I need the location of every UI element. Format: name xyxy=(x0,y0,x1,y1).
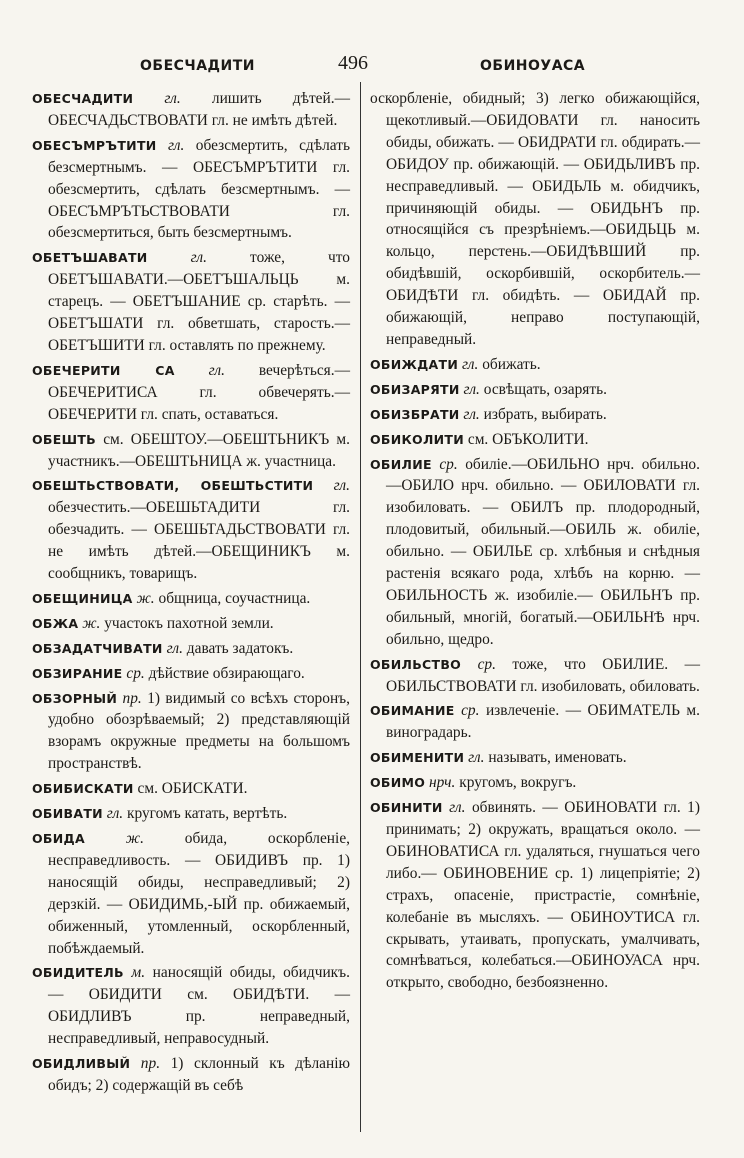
headword: ОБЕСЧАДИТИ xyxy=(32,91,134,106)
running-head xyxy=(30,48,720,78)
definition-text: кругомъ, вокругъ. xyxy=(459,774,577,792)
definition-text: 1) видимый со всѣхъ сторонъ, удобно обозрѣваемый; 2) представляющій взорамъ окружные предметы на большомъ пространствѣ. xyxy=(48,689,350,773)
definition-text: обида, оскорбленіе, несправедливость. — ОБИДИВЪ пр. 1) наносящій обиды, несправедливый; 2) дерзкій. — ОБИДИМЬ,-ЫЙ пр. обижаемый, обиженный, утомленный, оскорбленный, побѣждаемый. xyxy=(48,830,350,957)
grammar-label: м. xyxy=(131,964,146,982)
definition-text: вечерѣться.—ОБЕЧЕРИТИСА гл. обвечерять.— ОБЕЧЕРИТИ гл. спать, оставаться. xyxy=(48,361,350,423)
dictionary-entry xyxy=(32,1053,350,1097)
dictionary-entry xyxy=(32,778,350,800)
running-head-left: ОБЕСЧАДИТИ xyxy=(140,58,256,74)
headword: ОБИЖДАТИ xyxy=(370,356,459,372)
grammar-label: ср. xyxy=(461,702,480,720)
grammar-label: гл. xyxy=(461,355,479,373)
running-head-right: ОБИНОУАСА xyxy=(480,58,586,74)
headword: ОБИЛИЕ xyxy=(370,456,432,472)
headword: ОБИЗАРЯТИ xyxy=(370,381,460,397)
grammar-label: гл. xyxy=(468,749,485,767)
grammar-label: пр. xyxy=(122,689,142,707)
definition-text: кругомъ катать, вертѣть. xyxy=(127,805,288,823)
headword: ОБИЗБРАТИ xyxy=(370,406,460,422)
definition-text: наносящій обиды, обидчикъ. — ОБИДИТИ см. ОБИДѢТИ. — ОБИДЛИВЪ пр. неправедный, несправедливый, неправосудный. xyxy=(48,964,350,1048)
headword: ОБЕТЪШАВАТИ xyxy=(32,250,148,266)
headword: ОБИДИТЕЛЬ xyxy=(32,965,124,981)
dictionary-entry xyxy=(370,454,700,651)
headword: ОБЕЩИНИЦА xyxy=(32,590,133,606)
headword: ОБЗАДАТЧИВАТИ xyxy=(32,640,163,656)
definition-text: дѣйствие обзирающаго. xyxy=(148,664,305,682)
grammar-label: гл. xyxy=(463,405,480,423)
definition-text: называть, именовать. xyxy=(488,749,627,767)
definition-text: тоже, что ОБИЛИЕ. — ОБИЛЬСТВОВАТИ гл. изобиловать, обиловать. xyxy=(386,655,700,695)
dictionary-entry xyxy=(370,404,700,426)
definition-text: давать задатокъ. xyxy=(186,639,294,657)
grammar-label: ср. xyxy=(439,455,458,473)
dictionary-entry xyxy=(370,429,700,451)
definition-text: см. ОБИСКАТИ. xyxy=(137,780,248,798)
dictionary-entry xyxy=(32,588,350,610)
dictionary-entry xyxy=(32,688,350,776)
dictionary-entry xyxy=(32,135,350,245)
definition-text: см. ОБЕШТОУ.—ОБЕШТЬНИКЪ м. участникъ.—ОБЕШТЬНИЦА ж. участница. xyxy=(48,430,350,470)
grammar-label: гл. xyxy=(167,136,185,154)
grammar-label: ж. xyxy=(136,589,155,607)
dictionary-entry xyxy=(370,354,700,376)
definition-text: лишить дѣтей.— ОБЕСЧАДЬСТВОВАТИ гл. не имѣть дѣтей. xyxy=(48,90,350,129)
dictionary-entry xyxy=(32,803,350,825)
dictionary-entry xyxy=(32,613,350,635)
dictionary-entry xyxy=(32,828,350,959)
headword: ОБИБИСКАТИ xyxy=(32,781,134,797)
grammar-label: гл. xyxy=(449,799,466,817)
definition-text: 1) склонный къ дѣланію обидъ; 2) содержащій въ себѣ xyxy=(48,1055,350,1094)
definition-text: тоже, что ОБЕТЪШАВАТИ.—ОБЕТЪШАЛЬЦЬ м. старецъ. — ОБЕТЪШАНИЕ ср. старѣть. — ОБЕТЪШАТИ гл. обветшать, старость.—ОБЕТЪШИТИ гл. оставлять по прежнему. xyxy=(48,249,350,354)
dictionary-entry xyxy=(32,638,350,660)
definition-text: общница, соучастница. xyxy=(158,589,311,607)
dictionary-entry xyxy=(32,247,350,357)
definition-text: обезчестить.—ОБЕШЬТАДИТИ гл. обезчадить. — ОБЕШЬТАДЬСТВОВАТИ гл. не имѣть дѣтей.—ОБЕЩИНИКЪ м. сообщникъ, товарищъ. xyxy=(48,499,350,583)
definition-text: освѣщать, озарять. xyxy=(483,380,607,398)
dictionary-entry xyxy=(370,747,700,769)
column-divider xyxy=(360,82,361,1132)
headword: ОБИМЕНИТИ xyxy=(370,750,465,766)
grammar-label: гл. xyxy=(463,380,480,398)
definition-text: оскорбленіе, обидный; 3) легко обижающійся, щекотливый.—ОБИДОВАТИ гл. наносить обиды, обижать. — ОБИДРАТИ гл. обдирать.—ОБИДОУ пр. обижающій. — ОБИДЬЛИВЪ пр. несправедливый. — ОБИДЬЛЬ м. обидчикъ, причиняющій обиды. — ОБИДЬНЪ пр. относящійся съ презрѣніемъ.—ОБИДЬЦЬ м. кольцо, перстень.—ОБИДѢВШИЙ пр. обидѣвшій, оскорбившій, оскорбитель.—ОБИДѢТИ гл. обидѣть. — ОБИДАЙ пр. обижающій, неправо поступающій, неправедный. xyxy=(370,90,700,348)
headword: ОБЖА xyxy=(32,615,79,631)
grammar-label: гл. xyxy=(166,639,183,657)
dictionary-entry xyxy=(370,772,700,794)
headword: ОБЕШТЬ xyxy=(32,431,96,447)
headword: ОБИКОЛИТИ xyxy=(370,431,464,447)
dictionary-entry xyxy=(32,429,350,473)
grammar-label: гл. xyxy=(106,805,124,823)
grammar-label: ж. xyxy=(82,614,101,632)
grammar-label: пр. xyxy=(140,1055,161,1073)
grammar-label: ж. xyxy=(125,830,144,847)
left-column xyxy=(32,88,350,1100)
definition-text: обиліе.—ОБИЛЬНО нрч. обильно.—ОБИЛО нрч. обильно. — ОБИЛОВАТИ гл. изобиловать. — ОБИЛЪ пр. плодородный, плодовитый, обильный.—ОБИЛЬ ж. обиліе, обильно. — ОБИЛЬЕ ср. хлѣбныя и снѣдныя растенія всякаго рода, хлѣбъ на корню. — ОБИЛЬНОСТЬ ж. изобиліе.— ОБИЛЬНЪ пр. обильный, многій, богатый.—ОБИЛЬНѢ нрч. обильно, щедро. xyxy=(386,455,700,648)
headword: ОБИЛЬСТВО xyxy=(370,656,462,672)
dictionary-entry xyxy=(370,88,700,351)
grammar-label: ср. xyxy=(477,655,496,673)
headword: ОБЗОРНЫЙ xyxy=(32,690,118,706)
dictionary-entry xyxy=(32,475,350,585)
grammar-label: гл. xyxy=(190,249,207,267)
headword: ОБЗИРАНИЕ xyxy=(32,665,123,681)
definition-text: обвинять. — ОБИНОВАТИ гл. 1) принимать; 2) окружать, вращаться около. — ОБИНОВАТИСА гл. удаляться, гнушаться чего либо.— ОБИНОВЕНИЕ ср. 1) лицепріятіе; 2) страхъ, опасеніе, пристрастіе, сомнѣніе, колебаніе въ мысляхъ. — ОБИНОУТИСА гл. скрывать, утаивать, пропускать, умалчивать, сомнѣваться, колебаться.—ОБИНОУАСА нрч. открыто, свободно, безбоязненно. xyxy=(386,799,700,992)
dictionary-entry xyxy=(370,379,700,401)
definition-text: обезсмертить, сдѣлать безсмертнымъ. — ОБЕСЪМРЪТИТИ гл. обезсмертить, сдѣлать безсмертнымъ. — ОБЕСЪМРЪТЬСТВОВАТИ гл. обезсмертиться, быть безсмертнымъ. xyxy=(48,136,350,242)
grammar-label: ср. xyxy=(126,664,145,682)
dictionary-entry xyxy=(32,962,350,1050)
headword: ОБИНИТИ xyxy=(370,800,443,816)
headword: ОБИДЛИВЫЙ xyxy=(32,1056,131,1072)
headword: ОБИМАНИЕ xyxy=(370,703,455,719)
dictionary-entry xyxy=(370,700,700,744)
grammar-label: гл. xyxy=(208,361,225,379)
grammar-label: гл. xyxy=(333,477,350,495)
definition-text: участокъ пахотной земли. xyxy=(104,614,274,632)
dictionary-entry xyxy=(32,360,350,426)
headword: ОБИДА xyxy=(32,831,85,846)
headword: ОБИВАТИ xyxy=(32,806,103,822)
definition-text: обижать. xyxy=(482,355,541,373)
grammar-label: нрч. xyxy=(429,774,456,792)
dictionary-entry xyxy=(370,654,700,698)
dictionary-entry xyxy=(370,797,700,994)
headword: ОБЕСЪМРЪТИТИ xyxy=(32,137,157,153)
headword: ОБЕЧЕРИТИ СА xyxy=(32,362,175,378)
grammar-label: гл. xyxy=(164,90,181,107)
right-column xyxy=(370,88,700,997)
page-number: 496 xyxy=(338,52,368,74)
dictionary-entry xyxy=(32,88,350,132)
definition-text: избрать, выбирать. xyxy=(483,405,607,423)
headword: ОБЕШТЬСТВОВАТИ, ОБЕШТЬСТИТИ xyxy=(32,478,314,494)
definition-text: см. ОБЪКОЛИТИ. xyxy=(467,430,589,448)
definition-text: извлеченіе. — ОБИМАТЕЛЬ м. виноградарь. xyxy=(386,702,700,742)
dictionary-entry xyxy=(32,663,350,685)
headword: ОБИМО xyxy=(370,775,426,791)
